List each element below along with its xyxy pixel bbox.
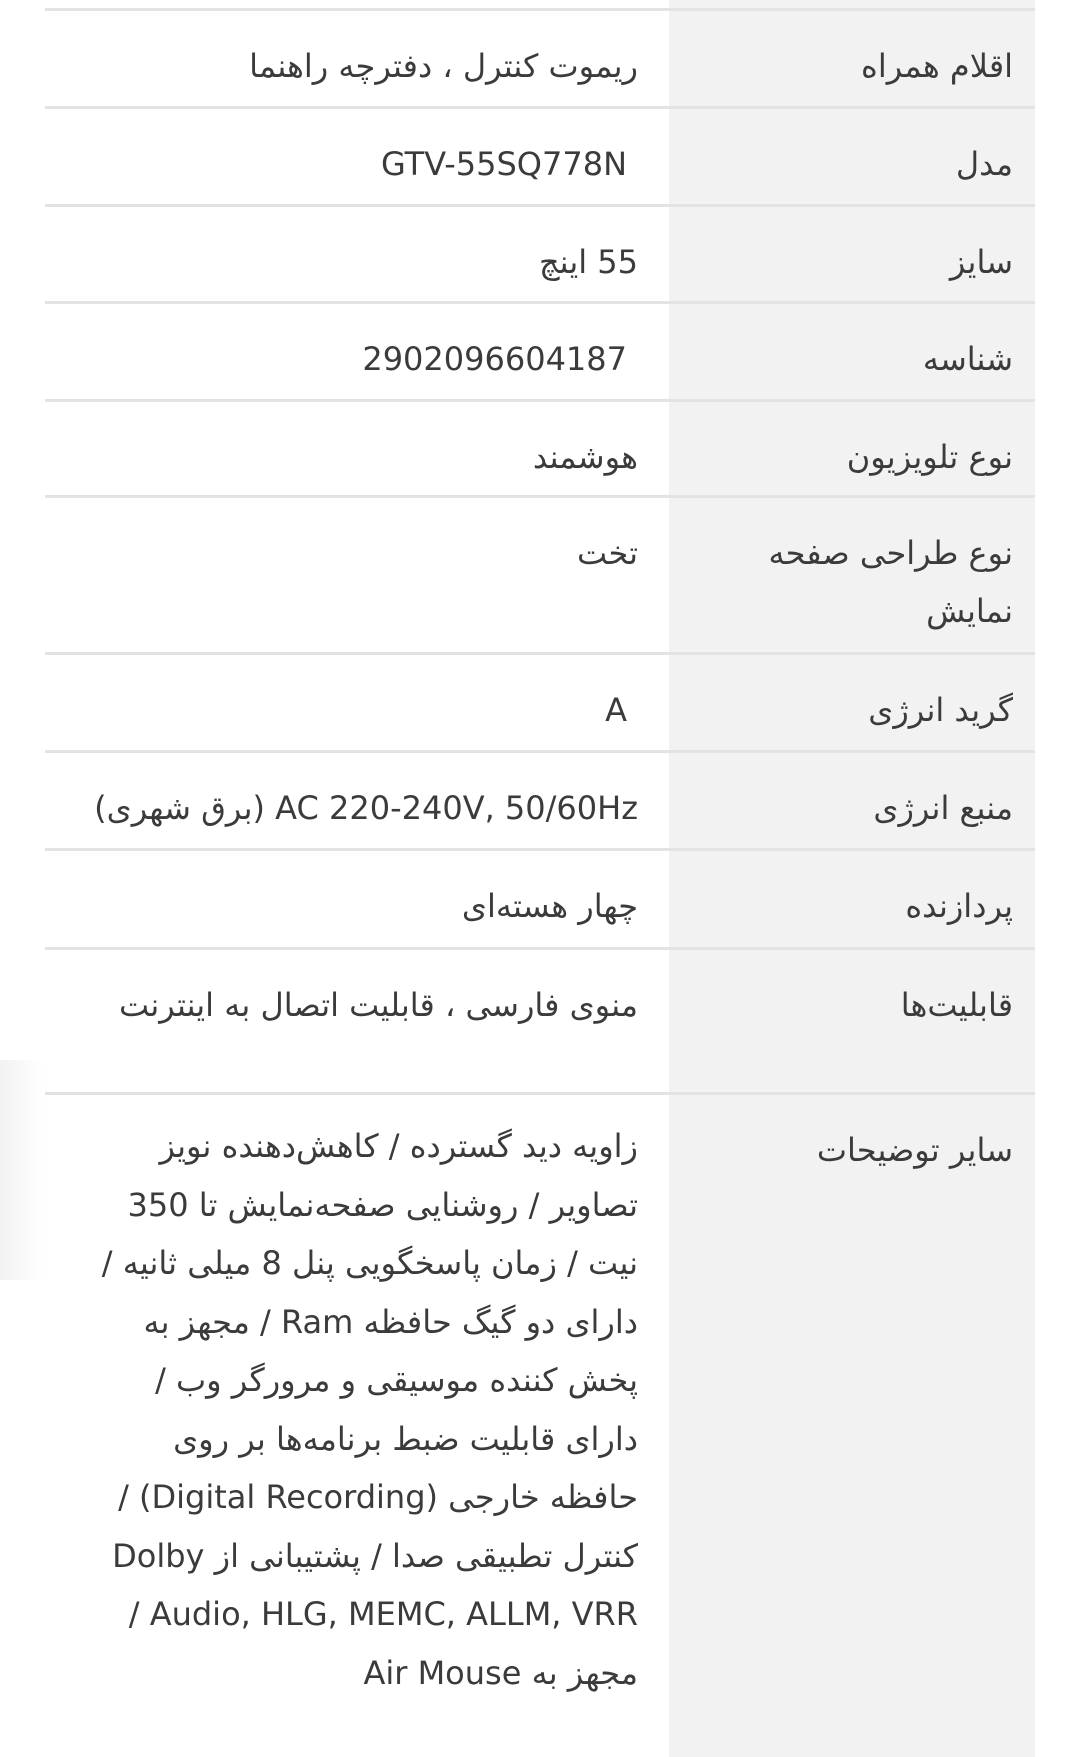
spec-row-other-details — [45, 1095, 1035, 1757]
spec-label: مدل — [669, 109, 1035, 204]
spec-row-tv-type — [45, 402, 1035, 498]
spec-label: قابلیت‌ها — [669, 950, 1035, 1092]
spec-row-model — [45, 109, 1035, 207]
spec-row-size — [45, 207, 1035, 304]
spec-label: منبع انرژی — [669, 753, 1035, 848]
spec-row-processor — [45, 851, 1035, 950]
spec-value: منوی فارسی ، قابلیت اتصال به اینترنت — [118, 986, 638, 1024]
spec-value: زاویه دید گسترده / کاهش‌دهنده نویز تصاویر / روشنایی صفحه‌نمایش تا 350 نیت / زمان پاسخگویی پنل 8 میلی ثانیه / دارای دو گیگ حافظه Ram / مجهز به پخش کننده موسیقی و مرورگر وب / دارای قابلیت ضبط برنامه‌ها بر روی حافظه خارجی (Digital Recording) / کنترل تطبیقی صدا / پشتیبانی از Dolby Audio, HLG, MEMC, ALLM, VRR / مجهز به Air Mouse — [101, 1127, 638, 1692]
spec-value: GTV-55SQ778N — [381, 145, 627, 183]
spec-label: گرید انرژی — [669, 655, 1035, 750]
spec-row-id — [45, 304, 1035, 402]
spec-value: تخت — [577, 534, 638, 572]
spec-row-features — [45, 950, 1035, 1095]
page-edge-shadow — [0, 1060, 44, 1280]
spec-label: شناسه — [669, 304, 1035, 399]
spec-value: AC 220-240V, 50/60Hz (برق شهری) — [94, 789, 638, 827]
spec-value: ریموت کنترل ، دفترچه راهنما — [249, 47, 638, 85]
spec-label: سایز — [669, 207, 1035, 301]
spec-label: نوع طراحی صفحه نمایش — [669, 498, 1035, 652]
spec-row-power-source — [45, 753, 1035, 851]
specifications-table — [45, 0, 1035, 1757]
table-top-edge — [45, 0, 1035, 11]
spec-value: هوشمند — [532, 438, 638, 476]
spec-label: سایر توضیحات — [669, 1095, 1035, 1757]
spec-row-energy-grade — [45, 655, 1035, 753]
spec-value: 2902096604187 — [362, 340, 627, 378]
spec-row-accessories — [45, 11, 1035, 109]
spec-label: نوع تلویزیون — [669, 402, 1035, 495]
spec-label: اقلام همراه — [669, 11, 1035, 106]
spec-label: پردازنده — [669, 851, 1035, 947]
spec-value: 55 اینچ — [539, 243, 638, 281]
spec-value: چهار هسته‌ای — [461, 887, 638, 925]
spec-row-screen-design — [45, 498, 1035, 655]
spec-value: A — [605, 691, 627, 729]
